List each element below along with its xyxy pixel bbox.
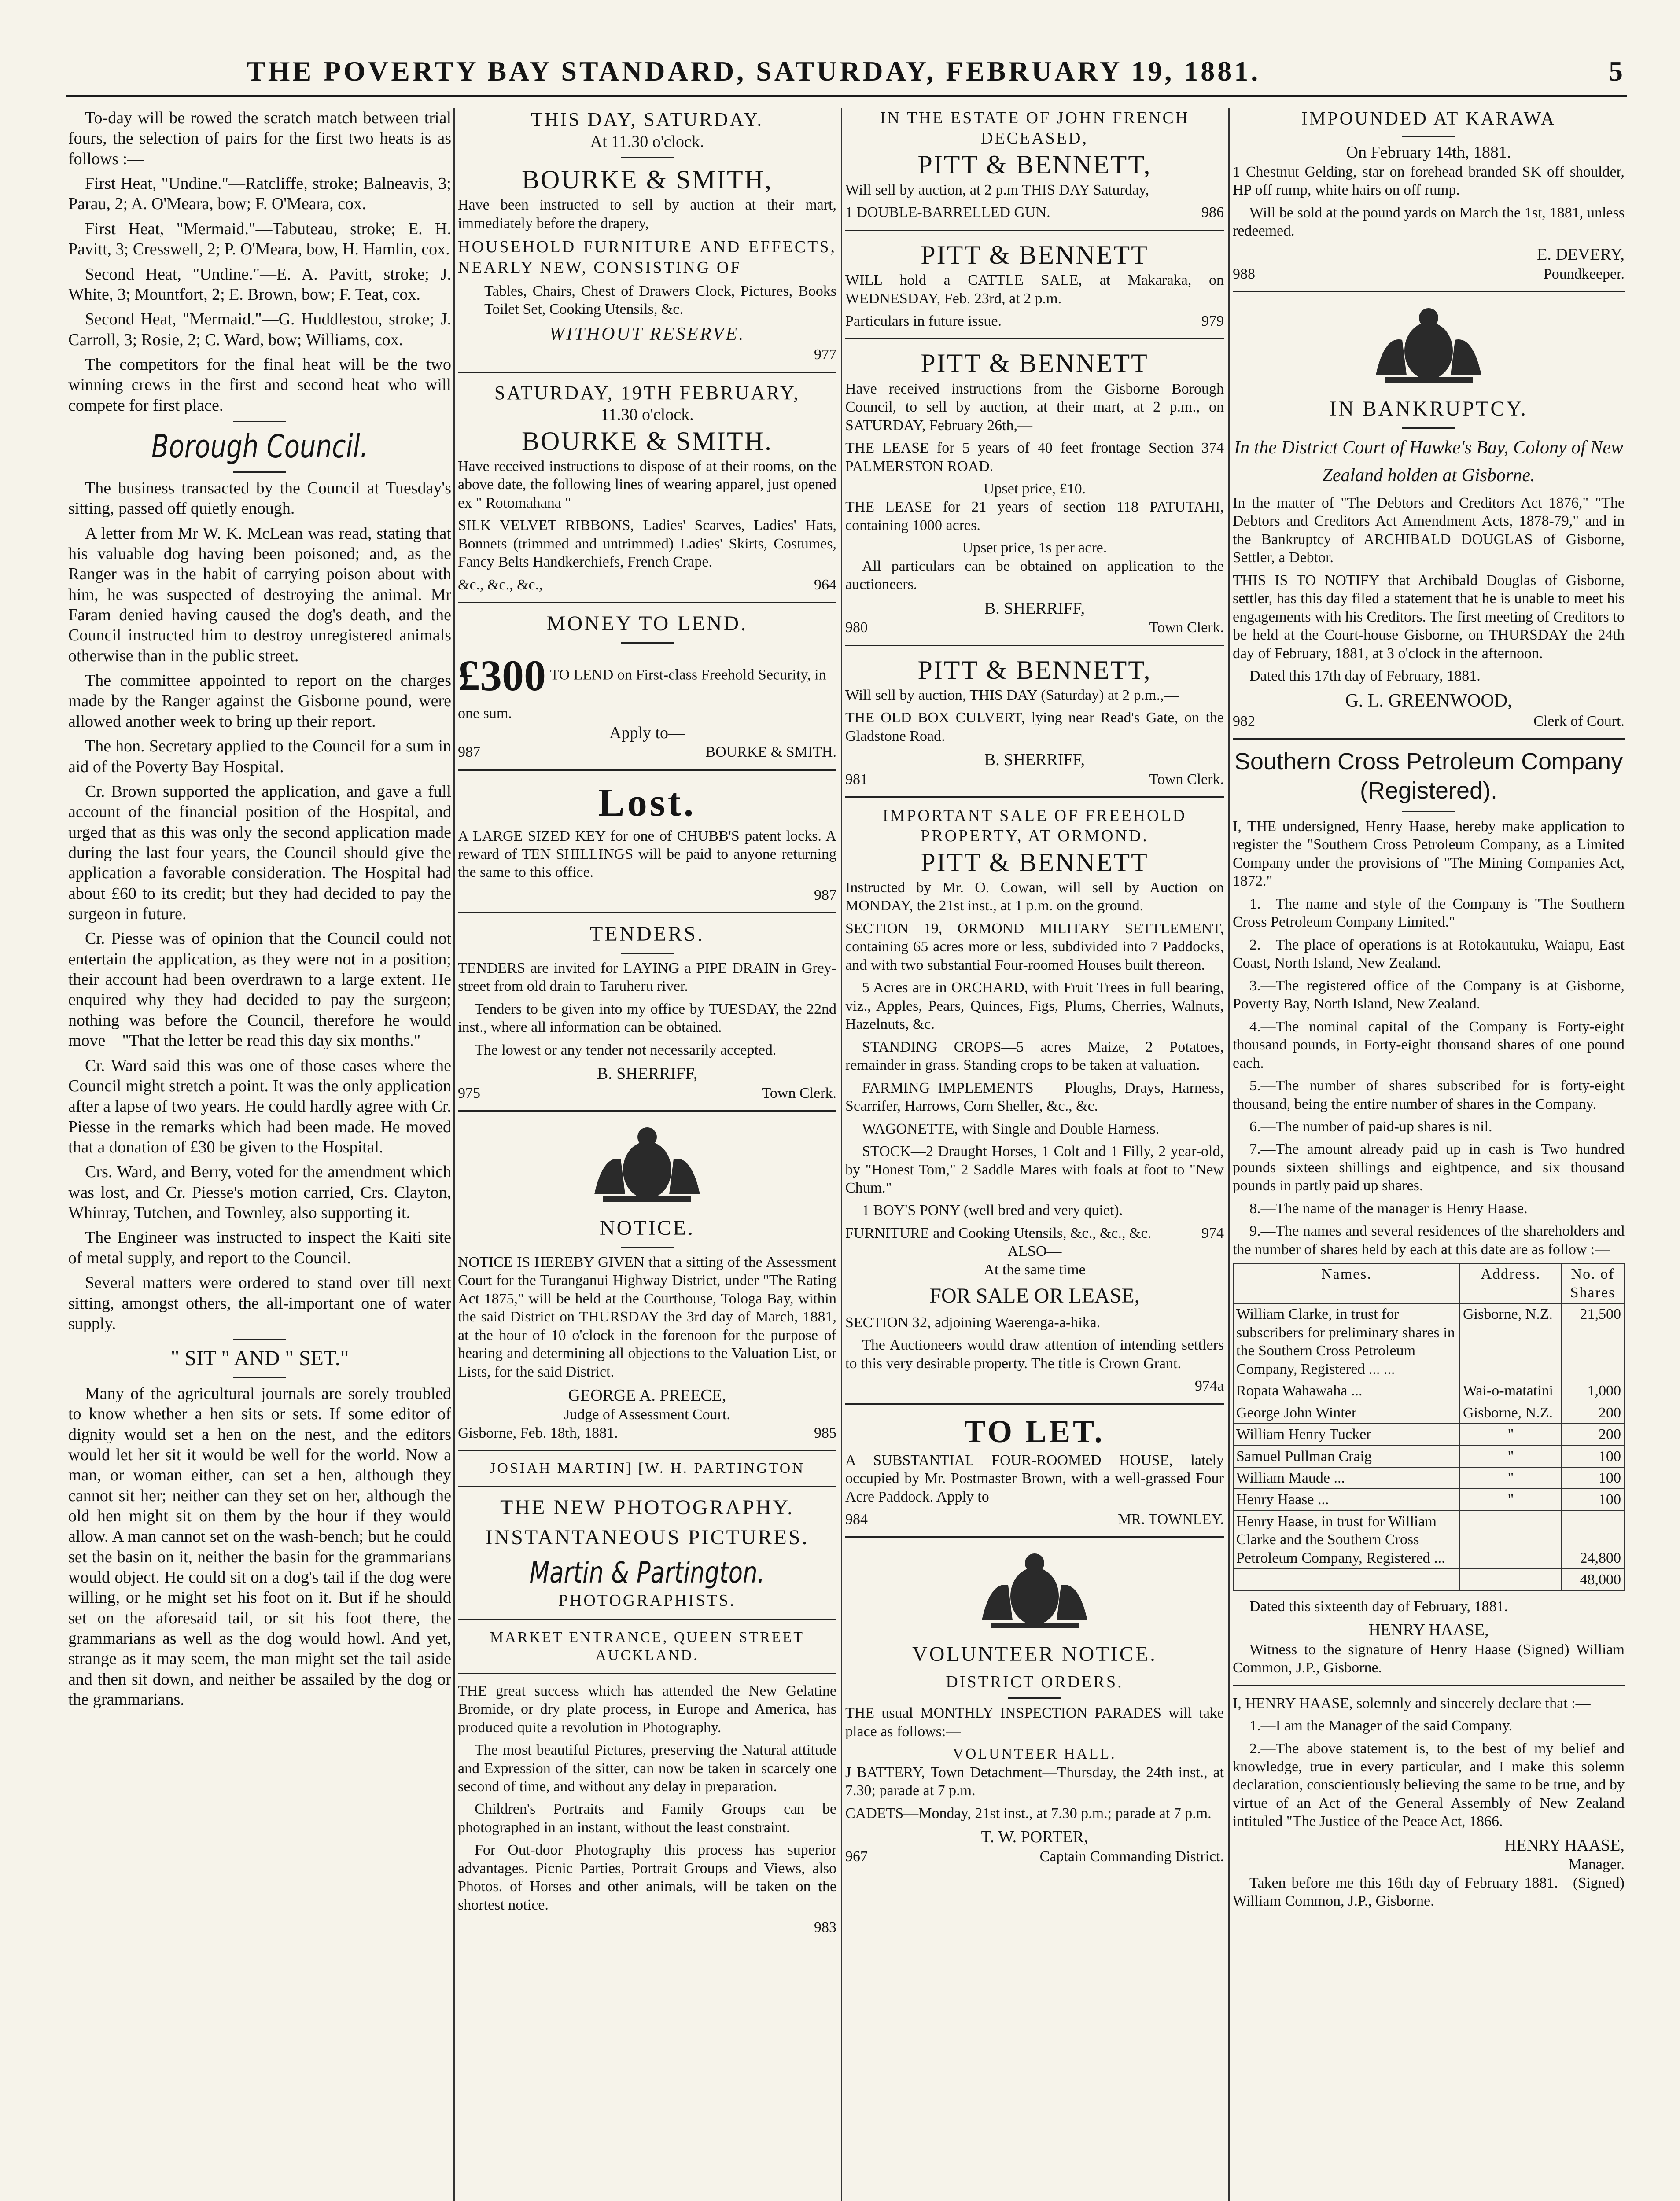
ad-footer [845,618,1224,637]
column-divider [1228,108,1230,2201]
firm-name: PITT & BENNETT [921,240,1149,269]
court-heading: In the District Court of Hawke's Bay, Colony of New Zealand holden at Gisborne. [1234,437,1623,486]
divider [458,769,836,771]
table-cell: " [1460,1489,1562,1510]
table-cell: William Clarke, in trust for subscribers for preliminary shares in the Southern Cross Petroleum Company, Registered ... ... [1233,1303,1460,1380]
table-header: Names. [1233,1263,1460,1303]
table-row [1233,1424,1624,1445]
divider [458,1450,836,1451]
table-cell: Henry Haase, in trust for William Clarke and the Southern Cross Petroleum Company, Registered ... [1233,1511,1460,1569]
ad-text: Have received instructions from the Gisborne Borough Council, to sell by auction, at their mart, at 2 p.m., on SATURDAY, February 26th,— [845,380,1224,434]
signature-title: Town Clerk. [1149,771,1224,788]
firm-name: PITT & BENNETT, [917,150,1152,179]
ormond-item: 1 BOY'S PONY (well bred and very quiet). [862,1202,1123,1219]
ormond-item: FURNITURE and Cooking Utensils, &c., &c., &c. [845,1225,1152,1241]
notice-place: Gisborne, Feb. 18th, 1881. [458,1424,618,1441]
volunteer-sub: DISTRICT ORDERS. [946,1672,1124,1691]
column-2 [458,108,836,2201]
table-cell: 100 [1562,1489,1624,1510]
royal-crest-icon [577,1119,718,1207]
signature: G. L. GREENWOOD, [1345,690,1512,711]
masthead-title: THE POVERTY BAY STANDARD, SATURDAY, FEBRUARY 19, 1881. [247,55,1261,87]
article-paragraph: Many of the agricultural journals are sorely troubled to know whether a hen sits or sets. If some editor of dignity would set a hen on the nest, and the editors would let her sit it would be well for the world. Now a man, or woman either, can set a hen, although they cannot sit her; neither can they set on her, although the old hen might sit on them by the hour if they would allow. A man cannot set on the wash-bench; but he could set the basin on it, neither the basin for the grammarians would object. He could sit on a dog's tail if the dog were willing, or he might set his foot on it. But if he should set on the aforesaid tail, or sit his foot there, the grammarians as well as the dog would howl. And yet, strange as it may seem, the man might set the tail aside and then sit down, and neither be assailed by the dog or the grammarians. [68,1384,451,1709]
petroleum-item: 3.—The registered office of the Company is at Gisborne, Poverty Bay, North Island, New Zealand. [1233,977,1625,1012]
divider [845,1536,1224,1538]
table-cell: George John Winter [1233,1402,1460,1424]
money-heading: MONEY TO LEND. [546,612,748,636]
royal-crest-icon [964,1546,1105,1634]
article-paragraph: Several matters were ordered to stand over till next sitting, amongst others, the all-important one of water supply. [68,1273,451,1333]
ad-number: 967 [845,1848,868,1865]
page-number: 5 [1609,55,1623,87]
petroleum-item: 5.—The number of shares subscribed for is forty-eight thousand, being the entire number of shares in the Company. [1233,1078,1625,1112]
column-divider [841,108,842,2201]
witness: Witness to the signature of Henry Haase (Signed) William Common, J.P., Gisborne. [1233,1641,1625,1676]
signature: HENRY HAASE, [1504,1836,1625,1855]
ad-items: SILK VELVET RIBBONS, Ladies' Scarves, Ladies' Hats, Bonnets (trimmed and untrimmed) Ladies' Skirts, Costumes, Fancy Belts Handkerchiefs, French Crape. [458,517,836,570]
ad-footer [845,1224,1224,1242]
divider [621,953,674,954]
signature: T. W. PORTER, [981,1828,1088,1847]
ad-text: Instructed by Mr. O. Cowan, will sell by Auction on MONDAY, the 21st inst., at 1 p.m. on the ground. [845,879,1224,914]
article-paragraph: First Heat, "Mermaid."—Tabuteau, stroke; E. H. Pavitt, 3; Cresswell, 2; P. O'Meara, bow, H. Hamlin, cox. [68,219,451,259]
masthead [0,0,1680,92]
ad-text: A SUBSTANTIAL FOUR-ROOMED HOUSE, lately occupied by Mr. Postmaster Brown, with a well-grassed Four Acre Paddock. Apply to— [845,1452,1224,1505]
table-cell: 24,800 [1562,1511,1624,1569]
divider [621,1247,674,1248]
table-cell: 1,000 [1562,1380,1624,1402]
signature: E. DEVERY, [1537,245,1625,264]
signature: MR. TOWNLEY. [1118,1511,1224,1527]
signature: HENRY HAASE, [1368,1621,1489,1640]
shareholders-table [1233,1263,1625,1591]
upset-price: Upset price, £10. [983,480,1086,497]
petroleum-item: 1.—The name and style of the Company is "The Southern Cross Petroleum Company Limited." [1233,895,1625,931]
ad-time: 11.30 o'clock. [601,405,694,424]
article-paragraph: Cr. Brown supported the application, and gave a full account of the financial position of the Hospital, and urged that as this was only the second application made during the last four years, the Council should give the application a favorable consideration. The Hospital had about £60 to its credit; but they had decided to pay the surgeon in future. [68,782,451,924]
ad-item: THE OLD BOX CULVERT, lying near Read's Gate, on the Gladstone Road. [845,710,1224,744]
divider [845,338,1224,339]
table-header: Address. [1460,1263,1562,1303]
notice-text: NOTICE IS HEREBY GIVEN that a sitting of the Assessment Court for the Turanganui Highway District, under "The Rating Act 1875," will be held at the Courthouse, Tologa Bay, within the said District on THURSDAY the 3rd day of March, 1881, at the hour of 10 o'clock in the forenoon for the purpose of hearing and determining all objections to the Valuation List, or Lists, for the said District. [458,1254,836,1380]
masthead-rule [66,95,1627,97]
table-cell: 21,500 [1562,1303,1624,1380]
tenders-text: TENDERS are invited for LAYING a PIPE DRAIN in Grey-street from old drain to Taruheru river. [458,960,836,995]
table-header: No. of Shares [1562,1263,1624,1303]
ad-note: Particulars in future issue. [845,313,1002,329]
ad-number: 982 [1233,713,1255,729]
petroleum-dated: Dated this sixteenth day of February, 1881. [1249,1598,1508,1615]
divider [458,1619,836,1620]
ad-text: Have received instructions to dispose of at their rooms, on the above date, the following lines of wearing apparel, just opened ex " Rotomahana "— [458,458,836,511]
signature-title: Captain Commanding District. [1039,1848,1224,1865]
photo-firm: Martin & Partington. [529,1555,765,1590]
table-cell: 100 [1562,1446,1624,1467]
signature-title: Town Clerk. [1149,619,1224,636]
upset-price: Upset price, 1s per acre. [962,540,1107,556]
article-paragraph: Cr. Ward said this was one of those cases where the Council might stretch a point. It was the only application after a lapse of two years. He could hardly agree with Cr. Piesse in the remarks which had been made. He moved that a donation of £30 be given to the Hospital. [68,1056,451,1156]
bankruptcy-heading: IN BANKRUPTCY. [1330,397,1528,421]
divider [1008,1697,1061,1699]
ad-number: 984 [845,1511,868,1527]
ad-footer [458,1084,836,1102]
article-paragraph: To-day will be rowed the scratch match between trial fours, the selection of pairs for the first two heats is as follows :— [68,109,451,168]
table-row [1233,1489,1624,1510]
ormond-item: WAGONETTE, with Single and Double Harness. [862,1120,1160,1137]
tenders-text: The lowest or any tender not necessarily accepted. [475,1042,777,1058]
volunteer-heading: VOLUNTEER NOTICE. [912,1642,1157,1666]
ormond-item: 5 Acres are in ORCHARD, with Fruit Trees in full bearing, viz., Apples, Pears, Quinces, Figs, Plums, Cherries, Walnuts, Hazelnuts, &c. [845,979,1224,1033]
table-cell: Wai-o-matatini [1460,1380,1562,1402]
table-cell: Samuel Pullman Craig [1233,1446,1460,1467]
article-paragraph: Crs. Ward, and Berry, voted for the amendment which was lost, and Cr. Piesse's motion carried, Crs. Clayton, Whinray, Tutchen, and Townley, also supporting it. [68,1163,451,1222]
photo-heading: THE NEW PHOTOGRAPHY. [500,1495,795,1519]
divider [233,471,286,473]
impounded-date: On February 14th, 1881. [1346,143,1511,162]
ormond-heading: IMPORTANT SALE OF FREEHOLD PROPERTY, AT ORMOND. [882,806,1187,846]
divider [845,645,1224,646]
declaration-taken: Taken before me this 16th day of February 1881.—(Signed) William Common, J.P., Gisborne. [1233,1874,1625,1910]
ad-number: 974 [1201,1225,1224,1241]
petroleum-heading: Southern Cross Petroleum Company (Registered). [1234,748,1623,804]
ad-goods-heading: HOUSEHOLD FURNITURE AND EFFECTS, NEARLY NEW, CONSISTING OF— [458,238,836,277]
ormond-item: FARMING IMPLEMENTS — Ploughs, Drays, Harness, Scarrifer, Harrows, Corn Sheller, &c., &c. [845,1079,1224,1115]
money-amount: £300 [458,651,546,700]
table-row [1233,1380,1624,1402]
ad-number: 987 [814,887,836,903]
bankruptcy-dated: Dated this 17th day of February, 1881. [1249,668,1481,685]
table-cell: Henry Haase ... [1233,1489,1460,1510]
ad-text: Have been instructed to sell by auction at their mart, immediately before the drapery, [458,197,836,232]
article-paragraph: Cr. Piesse was of opinion that the Council could not entertain the application, as they were not in a position; their account had been overdrawn to a large extent. He enquired why they had decided to pay the surgeon; nothing was before the Council, therefore he would move—"That the letter be read this day six months." [68,929,451,1050]
divider [233,421,286,422]
column-1 [68,108,451,2201]
also: ALSO— [1007,1243,1062,1260]
column-divider [453,108,455,2201]
article-paragraph: Second Heat, "Undine."—E. A. Pavitt, stroke; J. White, 3; Mountfort, 2; E. Brown, bow; F. Teat, cox. [68,265,451,304]
ad-footer [845,312,1224,330]
table-cell: " [1460,1467,1562,1489]
ad-footer [845,1848,1224,1866]
table-cell: 48,000 [1562,1569,1624,1590]
money-ad [458,649,836,723]
firm-name: PITT & BENNETT [921,349,1149,378]
table-cell: 200 [1562,1424,1624,1445]
petroleum-item: 8.—The name of the manager is Henry Haase. [1249,1200,1528,1217]
table-cell: Gisborne, N.Z. [1460,1303,1562,1380]
divider [233,1339,286,1340]
petroleum-item: 9.—The names and several residences of the shareholders and the number of shares held by each at this date are as follow :— [1233,1223,1625,1258]
photo-sub: PHOTOGRAPHISTS. [558,1591,736,1610]
column-4 [1233,108,1625,2201]
divider [621,157,674,158]
ad-number: 979 [1201,313,1224,329]
tenders-heading: TENDERS. [590,922,704,946]
ad-number: 988 [1233,265,1255,282]
ad-footer [845,203,1224,221]
divider [845,230,1224,231]
ad-etc: &c., &c., &c., [458,576,543,593]
signature: B. SHERRIFF, [984,599,1085,618]
divider [1233,291,1625,292]
signature-title: Poundkeeper. [1543,265,1625,282]
signature: B. SHERRIFF, [984,751,1085,769]
table-row [1233,1402,1624,1424]
same-time: At the same time [984,1261,1086,1278]
article-paragraph: The hon. Secretary applied to the Council for a sum in aid of the Poverty Bay Hospital. [68,737,451,776]
photo-text: THE great success which has attended the New Gelatine Bromide, or dry plate process, in Europe and America, has produced quite a revolution in Photography. [458,1682,836,1736]
signature-title: Judge of Assessment Court. [564,1406,730,1423]
ad-text: WILL hold a CATTLE SALE, at Makaraka, on WEDNESDAY, Feb. 23rd, at 2 p.m. [845,272,1224,307]
ormond-item: The Auctioneers would draw attention of intending settlers to this very desirable property. The title is Crown Grant. [845,1337,1224,1372]
declaration: I, HENRY HAASE, solemnly and sincerely declare that :— [1233,1695,1591,1711]
ad-items: Tables, Chairs, Chest of Drawers Clock, Pictures, Books Toilet Set, Cooking Utensils, &c. [484,283,836,318]
table-cell: " [1460,1446,1562,1467]
table-cell: Gisborne, N.Z. [1460,1402,1562,1424]
photo-text: The most beautiful Pictures, preserving the Natural attitude and Expression of the sitter, can now be taken in scarcely one second of time, and without any delay in preparation. [458,1742,836,1795]
table-row [1233,1446,1624,1467]
ad-footer [458,1424,836,1442]
declaration-item: 1.—I am the Manager of the said Company. [1249,1718,1513,1734]
petroleum-item: 2.—The place of operations is at Rotokautuku, Waiapu, East Coast, North Island, New Zealand. [1233,936,1625,972]
divider [458,602,836,603]
article-paragraph: The Engineer was instructed to inspect the Kaiti site of metal supply, and report to the Council. [68,1228,451,1267]
table-row [1233,1467,1624,1489]
ad-date: SATURDAY, 19TH FEBRUARY, [494,382,800,404]
firm-name: BOURKE & SMITH, [521,165,773,195]
firm-name: BOURKE & SMITH. [521,426,773,456]
ad-footer [1233,712,1625,730]
firm-name: PITT & BENNETT [921,847,1149,877]
divider [1233,1685,1625,1686]
for-sale-heading: FOR SALE OR LEASE, [929,1284,1140,1308]
ad-item: 1 DOUBLE-BARRELLED GUN. [845,204,1050,221]
signature-title: Manager. [1568,1856,1625,1873]
ad-reserve: WITHOUT RESERVE. [549,324,745,344]
ad-number: 983 [814,1919,836,1936]
council-heading: Borough Council. [151,428,368,465]
ormond-item: SECTION 32, adjoining Waerenga-a-hika. [845,1314,1101,1331]
photo-top: JOSIAH MARTIN] [W. H. PARTINGTON [490,1460,805,1477]
petroleum-intro: I, THE undersigned, Henry Haase, hereby make application to register the "Southern Cross Petroleum Company, as a Limited Company under the provisions of "The Mining Companies Act, 1872." [1233,818,1625,890]
table-cell: William Henry Tucker [1233,1424,1460,1445]
ad-text: CADETS—Monday, 21st inst., at 7.30 p.m.; parade at 7 p.m. [845,1805,1212,1822]
divider [845,1403,1224,1405]
table-cell [1233,1569,1460,1590]
ad-number: 980 [845,619,868,636]
ad-text: Will be sold at the pound yards on March the 1st, 1881, unless redeemed. [1233,204,1625,239]
estate-heading: IN THE ESTATE OF JOHN FRENCH DECEASED, [880,109,1190,148]
signature: B. SHERRIFF, [597,1064,698,1083]
ad-text: All particulars can be obtained on application to the auctioneers. [845,558,1224,593]
bankruptcy-notice: THIS IS TO NOTIFY that Archibald Douglas of Gisborne, settler, has this day filed a statement that he is unable to meet his engagements with his Creditors. The first meeting of Creditors to be held at the Court-house Gisborne, on THURSDAY the 24th day of February, 1881, at 3 o'clock in the afternoon. [1233,572,1625,662]
ormond-item: SECTION 19, ORMOND MILITARY SETTLEMENT, containing 65 acres more or less, subdivided into 7 Paddocks, and with two substantial Four-roomed Houses built thereon. [845,920,1224,973]
ad-footer [845,770,1224,788]
petroleum-item: 7.—The amount already paid up in cash is Two hundred pounds sixteen shillings and eightpence, and six thousand pounds in partly paid up shares. [1233,1141,1625,1194]
lease-item: THE LEASE for 5 years of 40 feet frontage Section 374 PALMERSTON ROAD. [845,440,1224,475]
signature-title: Clerk of Court. [1533,713,1625,729]
divider [458,912,836,913]
table-cell: 200 [1562,1402,1624,1424]
article-paragraph: The committee appointed to report on the charges made by the Ranger against the Gisborne pound, were allowed another week to bring up their report. [68,671,451,731]
ad-number: 977 [814,346,836,363]
ad-number: 987 [458,744,480,761]
divider [458,1110,836,1112]
signature-title: Town Clerk. [762,1085,836,1101]
divider [233,1377,286,1378]
ad-text: J BATTERY, Town Detachment—Thursday, the 24th inst., at 7.30; parade at 7 p.m. [845,1764,1224,1799]
table-cell [1460,1569,1562,1590]
lease-item: THE LEASE for 21 years of section 118 PATUTAHI, containing 1000 acres. [845,499,1224,534]
ad-footer [458,576,836,594]
money-text: TO LEND on First-class Freehold Security, in one sum. [458,666,826,721]
royal-crest-icon [1358,300,1499,388]
ad-number: 981 [845,771,868,788]
impounded-heading: IMPOUNDED AT KARAWA [1301,109,1556,129]
divider [458,1486,836,1487]
table-cell: William Maude ... [1233,1467,1460,1489]
ad-item: 1 Chestnut Gelding, star on forehead branded SK off shoulder, HP off rump, white hairs on off rump. [1233,163,1625,199]
firm-name: PITT & BENNETT, [917,655,1152,685]
petroleum-item: 4.—The nominal capital of the Company is Forty-eight thousand pounds, in Forty-eight thousand shares of one pound each. [1233,1018,1625,1071]
ad-footer [458,743,836,761]
signature: GEORGE A. PREECE, [568,1386,726,1405]
tenders-text: Tenders to be given into my office by TUESDAY, the 22nd inst., where all information can be obtained. [458,1001,836,1036]
table-header-row [1233,1263,1624,1303]
firm-name: BOURKE & SMITH. [705,744,836,761]
divider [1402,136,1455,137]
ad-text: Will sell by auction, at 2 p.m THIS DAY Saturday, [845,181,1149,198]
ad-time: At 11.30 o'clock. [590,132,704,151]
ormond-item: STOCK—2 Draught Horses, 1 Colt and 1 Filly, 2 year-old, by "Honest Tom," 2 Saddle Mares with foals at foot to "New Chum." [845,1143,1224,1196]
table-cell [1460,1511,1562,1569]
ad-text: THE usual MONTHLY INSPECTION PARADES will take place as follows:— [845,1705,1224,1740]
ad-footer [845,1510,1224,1528]
ad-date: THIS DAY, SATURDAY. [531,109,764,130]
declaration-item: 2.—The above statement is, to the best of my belief and knowledge, true in every particular, and I make this solemn declaration, conscientiously believing the same to be true, and by virtue of an Act of the General Assembly of New Zealand intituled "The Justice of the Peace Act, 1866. [1233,1740,1625,1830]
article-paragraph: The competitors for the final heat will be the two winning crews in the first and second heat who will compete for first place. [68,355,451,415]
photo-text: For Out-door Photography this process has superior advantages. Picnic Parties, Portrait Groups and Views, also Photos. of Horses and other animals, will be taken on the shortest notice. [458,1842,836,1913]
ormond-item: STANDING CROPS—5 acres Maize, 2 Potatoes, remainder in grass. Standing crops to be taken at valuation. [845,1038,1224,1074]
ad-number: 964 [814,576,836,593]
tolet-heading: TO LET. [964,1413,1105,1449]
volunteer-hall: VOLUNTEER HALL. [953,1746,1116,1763]
notice-heading: NOTICE. [600,1216,695,1240]
divider [1233,738,1625,740]
ad-number: 974a [1194,1378,1224,1395]
ad-number: 985 [814,1424,836,1441]
article-paragraph: First Heat, "Undine."—Ratcliffe, stroke; Balneavis, 3; Parau, 2; A. O'Meara, bow; F. O'Meara, cox. [68,174,451,213]
table-row [1233,1511,1624,1569]
table-cell: 100 [1562,1467,1624,1489]
money-apply: Apply to— [609,723,685,742]
table-total-row [1233,1569,1624,1590]
article-paragraph: A letter from Mr W. K. McLean was read, stating that his valuable dog having been poisoned; and, as the Ranger was in the habit of carrying poison about with him, he was suspected of destroying the animal. Mr Faram denied having caused the dog's death, and the Council instructed him to destroy unregistered animals otherwise than in the public street. [68,524,451,665]
article-paragraph: The business transacted by the Council at Tuesday's sitting, passed off quietly enough. [68,478,451,518]
divider [1402,427,1455,429]
bankruptcy-matter: In the matter of "The Debtors and Creditors Act 1876," "The Debtors and Creditors Act Amendment Acts, 1878-79," and in the Bankruptcy of ARCHIBALD DOUGLAS of Gisborne, Settler, a Debtor. [1233,494,1625,566]
divider [621,642,674,644]
table-row [1233,1303,1624,1380]
petroleum-item: 6.—The number of paid-up shares is nil. [1249,1119,1492,1135]
ad-footer [1233,265,1625,283]
photo-text: Children's Portraits and Family Groups can be photographed in an instant, without the least constraint. [458,1801,836,1836]
ad-number: 975 [458,1085,480,1101]
photo-address: MARKET ENTRANCE, QUEEN STREET AUCKLAND. [490,1629,805,1664]
table-cell: " [1460,1424,1562,1445]
photo-heading: INSTANTANEOUS PICTURES. [485,1526,809,1550]
ad-number: 986 [1201,204,1224,221]
ad-text: Will sell by auction, THIS DAY (Saturday) at 2 p.m.,— [845,687,1179,703]
divider [458,372,836,373]
lost-heading: Lost. [598,780,696,824]
column-3 [845,108,1224,2201]
sit-set-heading: " SIT " AND " SET." [170,1347,349,1370]
divider [845,796,1224,798]
divider [458,1673,836,1674]
lost-text: A LARGE SIZED KEY for one of CHUBB'S patent locks. A reward of TEN SHILLINGS will be paid to anyone returning the same to this office. [458,828,836,881]
article-paragraph: Second Heat, "Mermaid."—G. Huddlestou, stroke; J. Carroll, 3; Rosie, 2; C. Ward, bow; Williams, cox. [68,310,451,349]
divider [1402,811,1455,812]
table-cell: Ropata Wahawaha ... [1233,1380,1460,1402]
